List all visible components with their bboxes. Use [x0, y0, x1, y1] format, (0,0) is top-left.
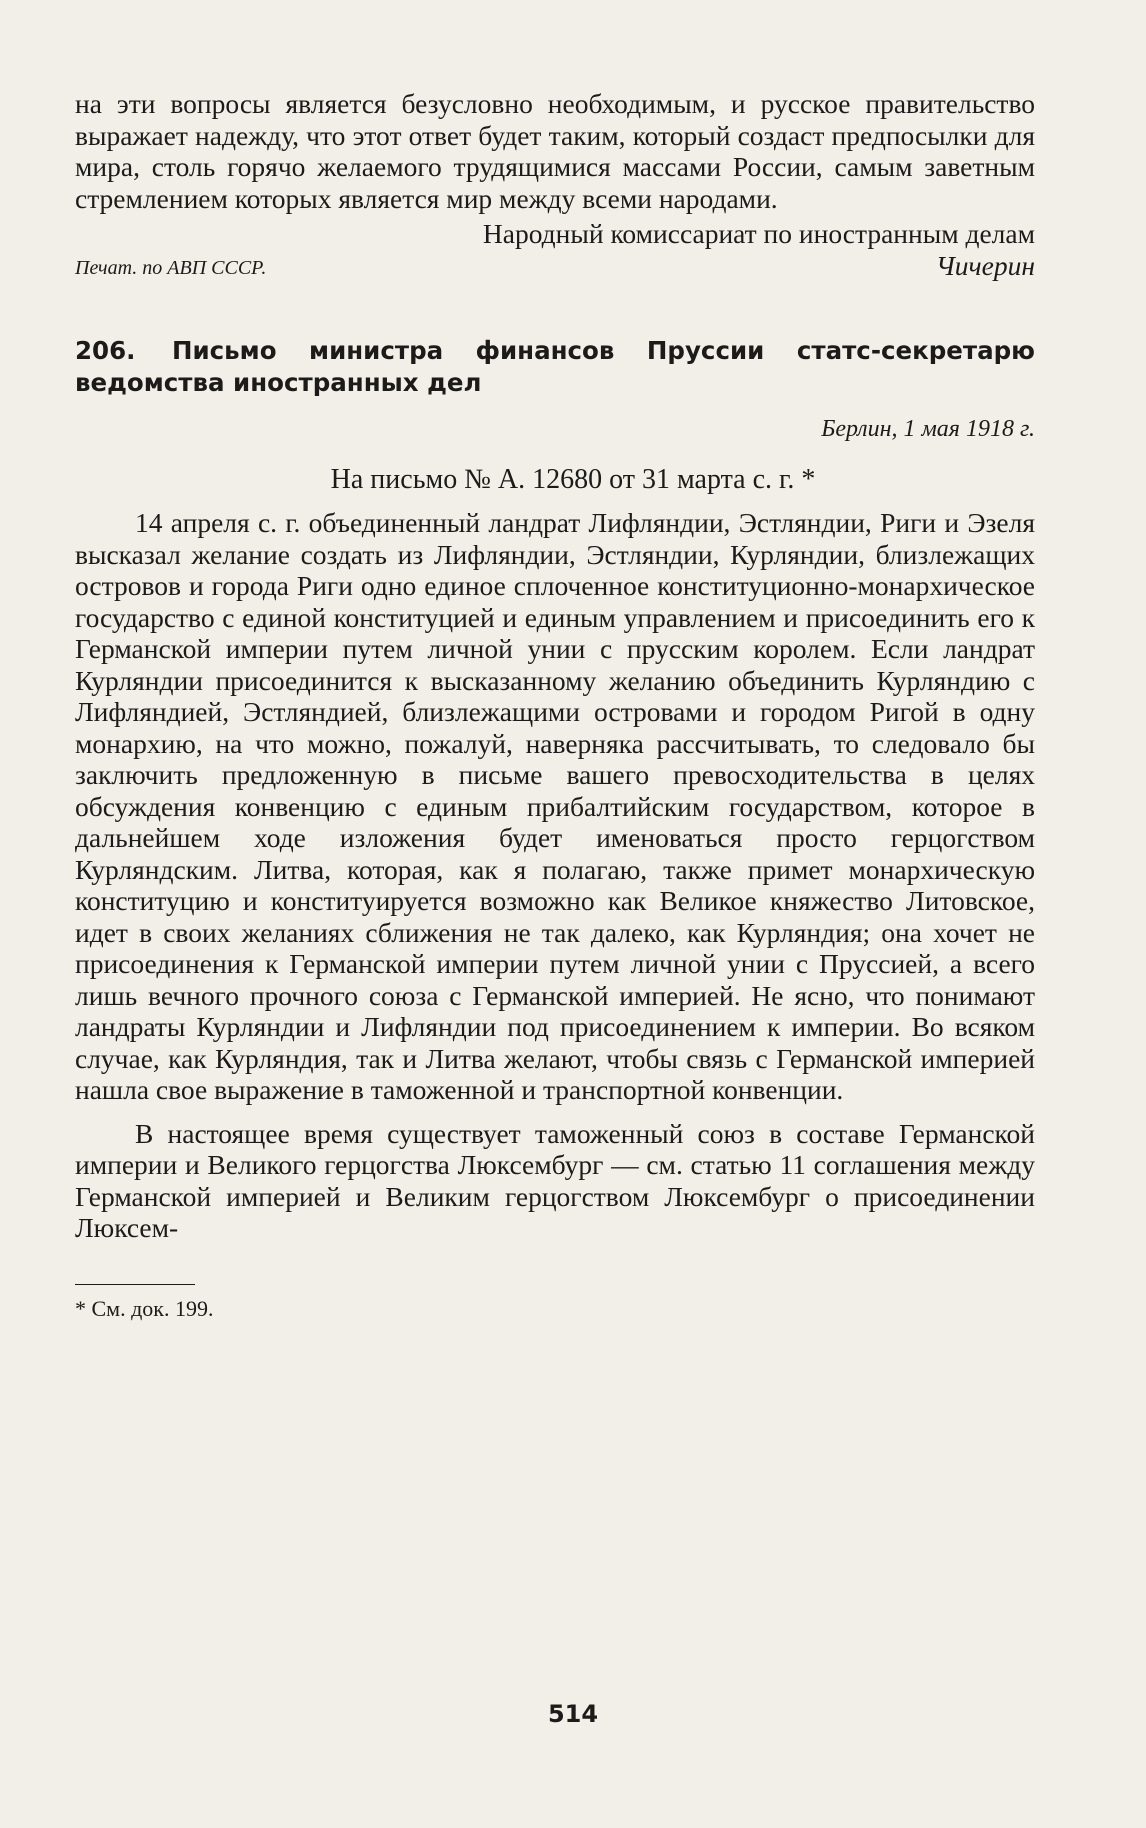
document-title: Письмо министра финансов Пруссии статс-секретарю ведомства иностранных дел — [75, 336, 1035, 397]
signoff-name: Чичерин — [935, 249, 1035, 281]
preceding-text: на эти вопросы является безусловно необходимым, и русское правительство выражает надежду, что этот ответ будет таким, который создаст предпосылки для мира, столь горячо желаемого трудящимися массами России, самым заветным стремлением которых является мир между всеми народами. — [75, 88, 1035, 214]
document-heading — [75, 335, 1035, 399]
footnote: * См. док. 199. — [75, 1295, 214, 1321]
document-page — [75, 88, 1035, 1323]
footnote-divider — [75, 1284, 195, 1285]
source-note: Печат. по АВП СССР. — [75, 257, 267, 279]
place-date: Берлин, 1 мая 1918 г. — [821, 416, 1035, 442]
body-paragraph-1: 14 апреля с. г. объединенный ландрат Лифляндии, Эстляндии, Риги и Эзеля высказал желание создать из Лифляндии, Эстляндии, Курляндии, близлежащих островов и города Риги одно единое сплоченное конституционно-монархическое государство с единой конституцией и единым управлением и присоединить его к Германской империи путем личной унии с прусским королем. Если ландрат Курляндии присоединится к высказанному желанию объединить Курляндию с Лифляндией, Эстляндией, близлежащими островами и городом Ригой в одну монархию, на что можно, пожалуй, наверняка рассчитывать, то следовало бы заключить предложенную в письме вашего превосходительства в целях обсуждения конвенцию с единым прибалтийским государством, которое в дальнейшем ходе изложения будет именоваться просто герцогством Курляндским. Литва, которая, как я полагаю, также примет монархическую конституцию и конституируется возможно как Великое княжество Литовское, идет в своих желаниях сближения не так далеко, как Курляндия; она хочет не присоединения к Германской империи путем личной унии с Пруссией, а всего лишь вечного прочного союза с Германской империей. Не ясно, что понимают ландраты Курляндии и Лифляндии под присоединением к империи. Во всяком случае, как Курляндия, так и Литва желают, чтобы связь с Германской империей нашла свое выражение в таможенной и транспортной конвенции. — [75, 507, 1035, 1105]
signoff-organization: Народный комиссариат по иностранным делам — [482, 218, 1035, 249]
body-paragraph-2: В настоящее время существует таможенный союз в составе Германской империи и Великого герцогства Люксембург — см. статью 11 соглашения между Германской империей и Великим герцогством Люксембург о присоединении Люксем- — [75, 1117, 1035, 1243]
document-number: 206. — [75, 336, 136, 365]
page-number: 514 — [547, 1700, 599, 1728]
reference-line: На письмо № А. 12680 от 31 марта с. г. * — [330, 464, 816, 495]
